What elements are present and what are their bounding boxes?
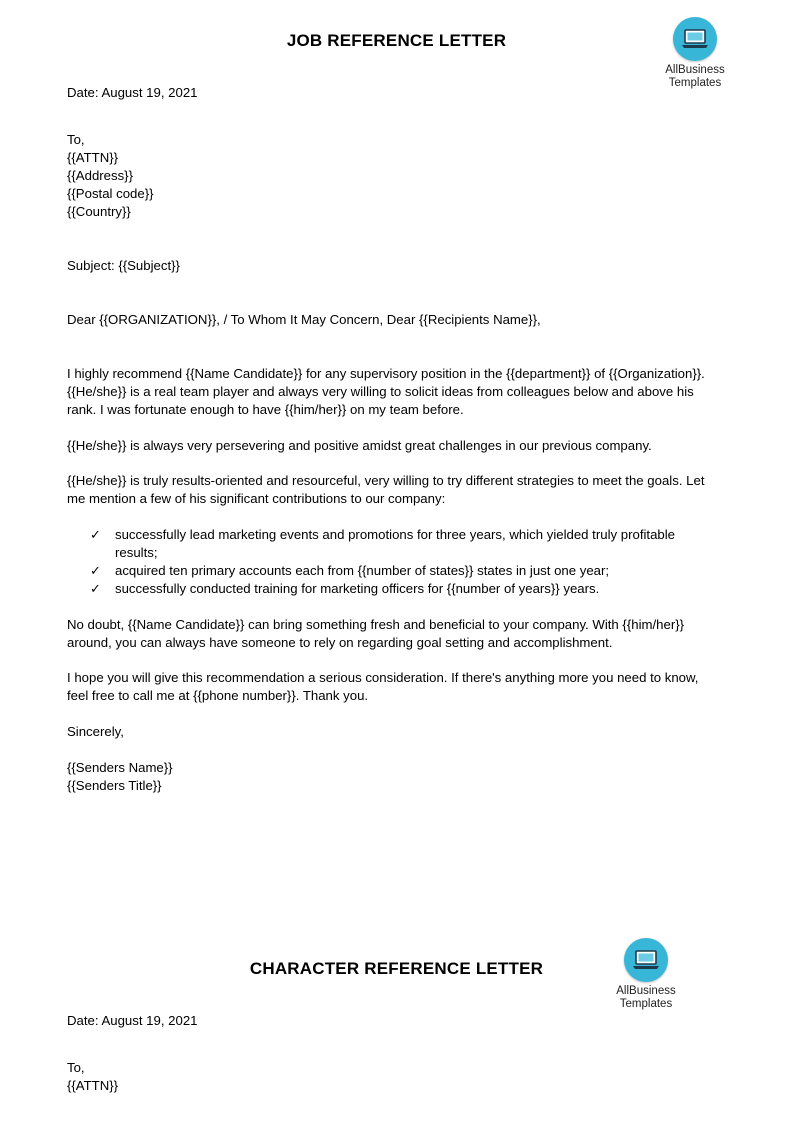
allbusiness-templates-logo — [650, 17, 740, 90]
paragraph-line: me mention a few of his significant contributions to our company: — [67, 491, 446, 506]
letter-date: Date: August 19, 2021 — [67, 85, 198, 100]
paragraph-line: {{He/she}} is a real team player and always very willing to solicit ideas from colleagues below and above his — [67, 384, 694, 399]
address-line: To, — [67, 132, 85, 147]
list-item: ✓ successfully lead marketing events and promotions for three years, which yielded truly profitable results; — [90, 527, 676, 560]
body-paragraph-5 — [67, 669, 727, 705]
logo-text-line1: AllBusiness — [665, 64, 725, 76]
logo-text-line2: Templates — [668, 77, 722, 89]
paragraph-line: rank. I was fortunate enough to have {{him/her}} on my team before. — [67, 402, 464, 417]
address-line: {{ATTN}} — [67, 150, 119, 165]
recipient-address — [67, 1059, 727, 1095]
allbusiness-templates-logo — [601, 938, 691, 1011]
logo-text-line1: AllBusiness — [616, 985, 676, 997]
letter-salutation: Dear {{ORGANIZATION}}, / To Whom It May Concern, Dear {{Recipients Name}}, — [67, 312, 541, 327]
checkmark-icon: ✓ — [90, 563, 101, 578]
checkmark-icon: ✓ — [90, 527, 101, 542]
paragraph-line: No doubt, {{Name Candidate}} can bring something fresh and beneficial to your company. With {{him/her}} — [67, 617, 685, 632]
sender-signature — [67, 759, 727, 795]
list-item: ✓ successfully conducted training for marketing officers for {{number of years}} years. — [90, 581, 600, 596]
body-paragraph-3 — [67, 472, 727, 508]
laptop-icon — [624, 938, 668, 982]
body-paragraph-4 — [67, 616, 727, 652]
paragraph-line: around, you can always have someone to rely on regarding goal setting and accomplishment. — [67, 635, 613, 650]
sender-title: {{Senders Title}} — [67, 778, 162, 793]
address-line: {{Postal code}} — [67, 186, 154, 201]
letter-closing: Sincerely, — [67, 724, 124, 739]
paragraph-line: I highly recommend {{Name Candidate}} for any supervisory position in the {{department}} of {{Organization}}. — [67, 366, 705, 381]
address-line: {{Country}} — [67, 204, 131, 219]
recipient-address — [67, 131, 727, 221]
job-reference-title: JOB REFERENCE LETTER — [286, 31, 507, 50]
address-line: {{ATTN}} — [67, 1078, 119, 1093]
paragraph-line: I hope you will give this recommendation a serious consideration. If there's anything more you need to know, — [67, 670, 699, 685]
logo-text-line2: Templates — [619, 998, 673, 1010]
paragraph-line: {{He/she}} is truly results-oriented and resourceful, very willing to try different strategies to meet the goals. Let — [67, 473, 705, 488]
letter-subject: Subject: {{Subject}} — [67, 258, 180, 273]
character-reference-title: CHARACTER REFERENCE LETTER — [249, 959, 544, 978]
paragraph-line: feel free to call me at {{phone number}}. Thank you. — [67, 688, 369, 703]
address-line: To, — [67, 1060, 85, 1075]
laptop-icon — [673, 17, 717, 61]
address-line: {{Address}} — [67, 168, 133, 183]
list-item: ✓ acquired ten primary accounts each from {{number of states}} states in just one year; — [90, 563, 610, 578]
body-paragraph-1 — [67, 365, 727, 419]
contributions-list — [90, 526, 710, 598]
checkmark-icon: ✓ — [90, 581, 101, 596]
body-paragraph-2: {{He/she}} is always very persevering and positive amidst great challenges in our previous company. — [67, 438, 652, 453]
letter-date: Date: August 19, 2021 — [67, 1013, 198, 1028]
sender-name: {{Senders Name}} — [67, 760, 173, 775]
